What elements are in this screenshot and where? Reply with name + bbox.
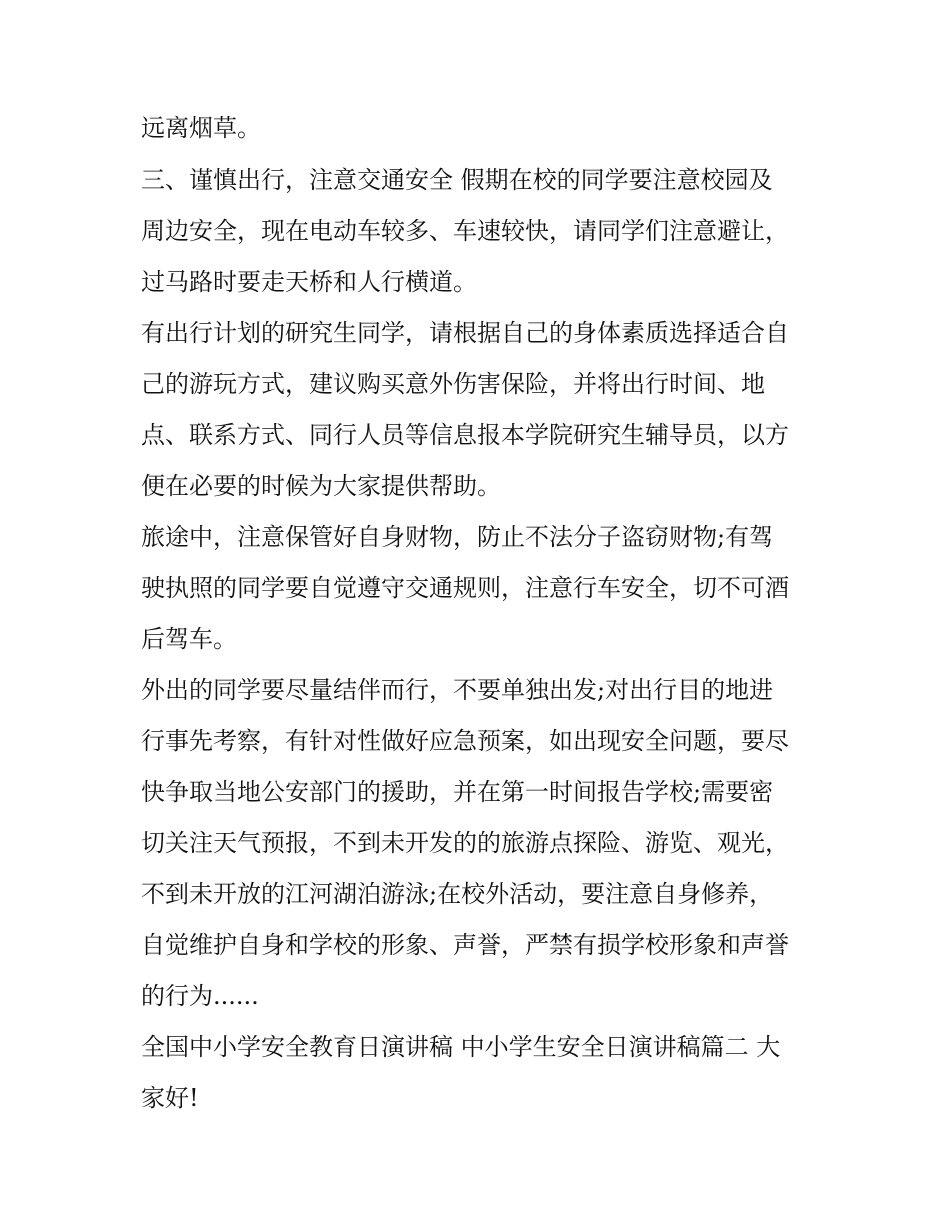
text-line: 后驾车。 xyxy=(141,625,237,653)
text-line: 旅途中，注意保管好自身财物，防止不法分子盗窃财物;有驾 xyxy=(141,523,774,551)
text-line: 过马路时要走天桥和人行横道。 xyxy=(141,268,477,296)
text-line: 快争取当地公安部门的援助，并在第一时间报告学校;需要密 xyxy=(141,778,774,806)
text-line: 周边安全，现在电动车较多、车速较快，请同学们注意避让， xyxy=(141,217,789,245)
text-line: 远离烟草。 xyxy=(141,114,261,142)
text-line: 的行为...... xyxy=(141,982,259,1010)
text-line: 点、联系方式、同行人员等信息报本学院研究生辅导员，以方 xyxy=(141,421,789,449)
text-line: 行事先考察，有针对性做好应急预案，如出现安全问题，要尽 xyxy=(141,727,789,755)
text-line: 有出行计划的研究生同学，请根据自己的身体素质选择适合自 xyxy=(141,319,789,347)
text-line: 切关注天气预报，不到未开发的的旅游点探险、游览、观光， xyxy=(141,829,789,857)
text-line: 自觉维护自身和学校的形象、声誉，严禁有损学校形象和声誉 xyxy=(141,931,789,959)
text-line: 家好! xyxy=(141,1084,199,1112)
text-line: 不到未开放的江河湖泊游泳;在校外活动，要注意自身修养， xyxy=(141,880,774,908)
text-line: 外出的同学要尽量结伴而行，不要单独出发;对出行目的地进 xyxy=(141,676,774,704)
text-line: 便在必要的时候为大家提供帮助。 xyxy=(141,472,501,500)
text-line: 三、谨慎出行，注意交通安全 假期在校的同学要注意校园及 xyxy=(141,166,773,194)
text-line: 己的游玩方式，建议购买意外伤害保险，并将出行时间、地 xyxy=(141,370,765,398)
text-line: 驶执照的同学要自觉遵守交通规则，注意行车安全，切不可酒 xyxy=(141,574,789,602)
text-line: 全国中小学安全教育日演讲稿 中小学生安全日演讲稿篇二 大 xyxy=(141,1033,781,1061)
